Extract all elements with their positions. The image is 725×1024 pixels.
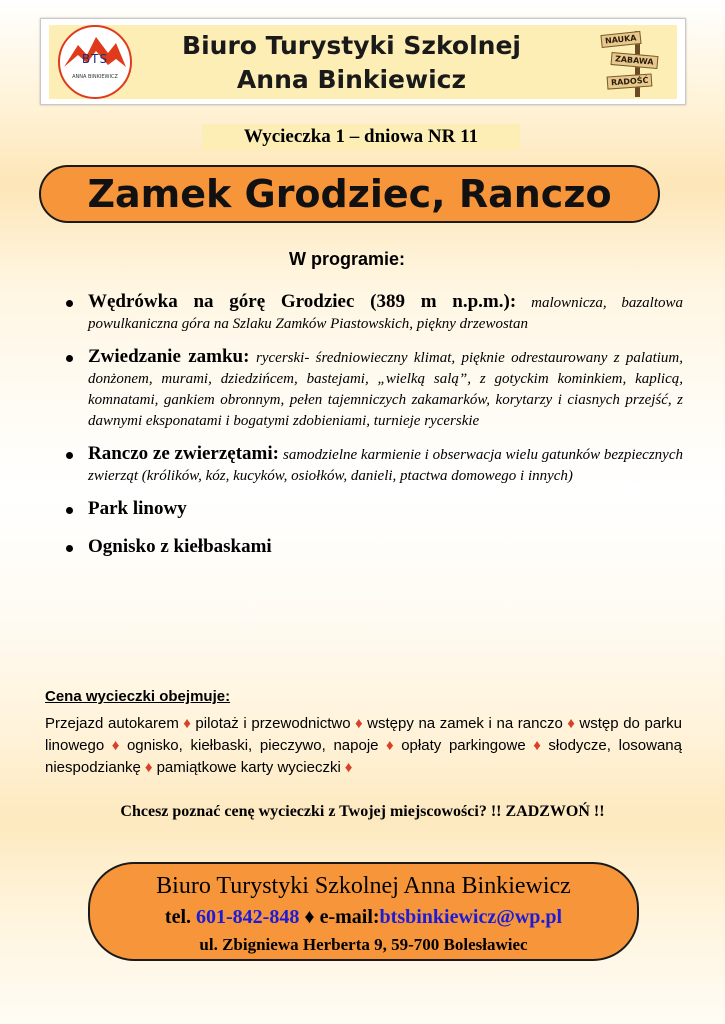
program-item-desc: malownicza, bazaltowa powulkaniczna góra na Szlaku Zamków Piastowskich, piękny drzewostan	[88, 295, 683, 332]
price-item: pamiątkowe karty wycieczki	[156, 759, 341, 776]
price-item: wstępy na zamek i na ranczo	[367, 715, 563, 732]
diamond-icon: ♦	[529, 737, 545, 754]
phone-number[interactable]: 601-842-848	[196, 906, 300, 928]
program-item	[66, 443, 683, 486]
sign-zabawa: ZABAWA	[611, 52, 659, 69]
price-item: opłaty parkingowe	[401, 737, 526, 754]
banner-title-line1: Biuro Turystyki Szkolnej	[182, 31, 521, 60]
program-item	[66, 536, 683, 558]
bullet-icon	[66, 355, 73, 362]
header-banner	[40, 18, 686, 105]
price-list	[45, 713, 682, 779]
logo-text: BTS	[81, 52, 109, 66]
contact-box	[88, 862, 639, 961]
program-list	[66, 291, 683, 574]
contact-name: Biuro Turystyki Szkolnej Anna Binkiewicz	[156, 873, 571, 899]
bullet-icon	[66, 545, 73, 552]
diamond-icon: ♦	[354, 715, 364, 732]
price-item: wstęp do parku linowego	[45, 715, 683, 754]
program-item-name: Zwiedzanie zamku:	[88, 346, 250, 367]
price-item: Przejazd autokarem	[45, 715, 179, 732]
logo-subtext: ANNA BINKIEWICZ	[72, 74, 118, 80]
bullet-icon	[66, 507, 73, 514]
program-item	[66, 291, 683, 334]
main-title: Zamek Grodziec, Ranczo	[39, 165, 660, 223]
phone-label: tel.	[164, 906, 192, 928]
program-heading: W programie:	[288, 249, 405, 269]
diamond-icon: ♦	[344, 759, 353, 776]
diamond-icon: ♦	[382, 737, 398, 754]
program-item-name: Ranczo ze zwierzętami:	[88, 443, 279, 464]
sign-nauka: NAUKA	[600, 31, 641, 48]
bullet-icon	[66, 300, 73, 307]
program-item	[66, 346, 683, 431]
diamond-icon: ♦	[182, 715, 192, 732]
header-banner-inner	[49, 25, 677, 99]
program-item-desc: rycerski- średniowieczny klimat, pięknie odrestaurowany z palatium, donżonem, murami, dziedzińcem, bastejami, „wielką salą”, z gotyckim kominkiem, kaplicą, komnatami, gankiem obronnym, pełen tajemniczych zakamarków, korytarzy i ciasnych przejść, z dawnymi eksponatami i bogatymi zdobieniami, turnieje rycerskie	[88, 350, 684, 429]
program-item-name: Park linowy	[88, 498, 187, 519]
bullet-icon	[66, 452, 73, 459]
contact-address: ul. Zbigniewa Herberta 9, 59-700 Bolesławiec	[199, 935, 528, 954]
price-heading: Cena wycieczki obejmuje:	[45, 688, 231, 705]
diamond-icon: ♦	[566, 715, 576, 732]
call-to-action: Chcesz poznać cenę wycieczki z Twojej miejscowości? !! ZADZWOŃ !!	[120, 803, 605, 820]
signpost-image	[597, 27, 679, 99]
bts-logo	[58, 25, 132, 99]
sign-radosc: RADOŚĆ	[607, 73, 653, 89]
trip-label: Wycieczka 1 – dniowa NR 11	[202, 124, 520, 150]
diamond-icon: ♦	[108, 737, 123, 754]
email-link[interactable]: btsbinkiewicz@wp.pl	[379, 906, 563, 928]
contact-line	[90, 904, 637, 930]
program-item-desc: samodzielne karmienie i obserwacja wielu gatunków bezpiecznych zwierząt (królików, kóz, kucyków, osiołków, danieli, ptactwa domowego i innych)	[88, 447, 683, 484]
price-item: słodycze, losowaną niespodziankę	[45, 737, 682, 776]
diamond-icon: ♦	[304, 906, 315, 928]
price-item: ognisko, kiełbaski, pieczywo, napoje	[126, 737, 379, 754]
banner-title-line2: Anna Binkiewicz	[236, 65, 467, 94]
program-item-name: Ognisko z kiełbaskami	[88, 536, 272, 557]
program-item-name: Wędrówka na górę Grodziec (389 m n.p.m.):	[88, 291, 517, 312]
email-label: e-mail:	[319, 906, 380, 928]
diamond-icon: ♦	[144, 759, 153, 776]
program-item	[66, 498, 683, 520]
price-item: pilotaż i przewodnictwo	[195, 715, 351, 732]
